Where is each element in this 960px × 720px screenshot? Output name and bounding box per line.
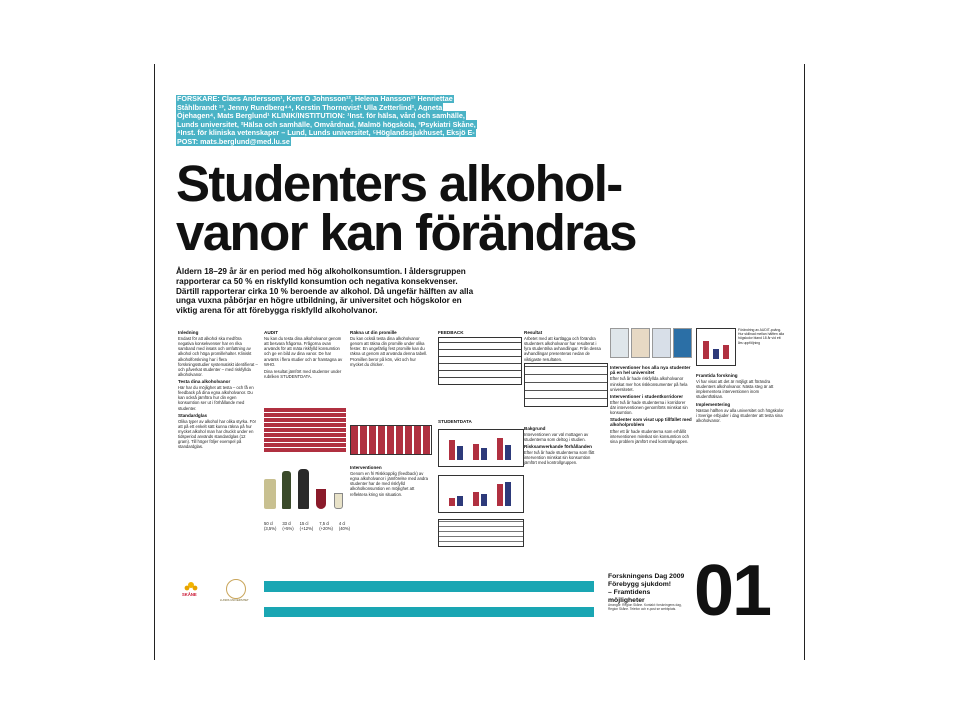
university-logo-text: LUNDS UNIVERSITET bbox=[220, 599, 249, 602]
c6-p0: Efter två år hade riskfyllda alkoholvanor minskat mer hos riskkonsumenter på hela universitetet. bbox=[610, 376, 688, 392]
authors-text: FORSKARE: Claes Andersson¹, Kent O Johnsson¹², Helena Hansson¹³ Henriettae Ståhlbrandt ¹³, Jenny Rundberg⁴⁴, Kerstin Thornqvist¹ Ulla Zetterlind², Agneta Öjehagen⁴, Mats Berglund¹ KLINIK/INSTITUTION: ¹Inst. för hälsa, vård och samhälle, Lunds universitet, ²Hälsa och samhälle, Omvårdnad, Malmö högskola, ³Psykiatri Skåne, ⁴Inst. för kliniska vetenskaper – Lund, Lunds universitet, ⁵Höglandssjukhuset, Eksjö E-POST: mats.berglund@med.lu.se bbox=[177, 95, 476, 146]
event-title-block bbox=[608, 573, 688, 605]
thesis-covers bbox=[610, 328, 692, 358]
c1-h1: Testa dina alkoholvanor bbox=[178, 378, 231, 384]
left-border-line bbox=[154, 64, 155, 660]
c5-p0: Arbetet med att kartlägga och förändra studenters alkoholvanor har resulterat i fyra studentrika avhandlingar. Från dessa avhandlingar presenteras nedan de viktigaste resultaten. bbox=[524, 336, 601, 362]
c7-p0: Vi har visat att det är möjligt att förändra studenters alkoholvanor. Nästa steg är att implementera interventionen inom studenthälsan. bbox=[696, 379, 774, 400]
c3-h0: Räkna ut din promille bbox=[350, 330, 397, 335]
c7-h0: Framtida forskning bbox=[696, 373, 738, 378]
poster-title bbox=[176, 155, 736, 261]
chart-caption: Förändring av AUDIT-poäng. Hur skillnad mellan hälften alla högskolor bland 18 år vid ett års uppföljning bbox=[738, 328, 784, 345]
c1-p2: Olika typer av alkohol har olika styrka. För att på ett enkelt sätt kunna räkna på hur mycket alkohol man har druckit under en tidsperiod används standardglas (12 gram). Till höger följer exempel på standardglas. bbox=[178, 418, 256, 450]
lead-paragraph: Åldern 18–29 år är en period med hög alkoholkonsumtion. I åldersgruppen rapporterar ca 50 % en riskfylld konsumtion och negativa konsekvenser. Därtill rapporterar cirka 10 % beroende av alkohol. Då ungefär hälften av alla unga vuxna påbörjar en högre utbildning, är universitet och högskolor en viktig arena för att förebygga riskfylld alkoholvanor. bbox=[176, 267, 474, 316]
c6-p2: Efter ett år hade studenterna som erhållit interventionen minskat sin konsumtion och sina problem jämfört med kontrollgruppen. bbox=[610, 428, 689, 444]
region-logo-text: SKÅNE bbox=[182, 592, 197, 597]
c5-p2: Efter två år hade studenterna som fått intervention minskat sin konsumtion jämfört med kontrollgruppen. bbox=[524, 450, 595, 466]
studentdata-chart-2 bbox=[438, 475, 524, 513]
c3-h1: Interventionen bbox=[350, 465, 382, 470]
event-contact-text: Arrangör: Region Skåne. Kontakt: forskningens dag, Region Skåne. Telefon och e-post se webbplats. bbox=[608, 603, 682, 611]
feedback-heading: FEEDBACK bbox=[438, 330, 464, 335]
column-6 bbox=[610, 363, 692, 553]
c1-h2: Standardglas bbox=[178, 412, 208, 418]
drink-label-0: 50 cl (3,5%) bbox=[264, 521, 277, 532]
drink-label-2: 15 cl (+12%) bbox=[299, 521, 314, 532]
c6-h0: Interventioner hos alla nya studenter på en hel universitet bbox=[610, 365, 691, 376]
region-skane-logo bbox=[182, 579, 200, 597]
studentdata-chart-1 bbox=[438, 429, 524, 467]
wine-bottle-icon bbox=[298, 469, 309, 509]
right-border-line bbox=[804, 64, 805, 660]
event-name: Forskningens Dag 2009 bbox=[608, 573, 685, 580]
c2-p1: Dina resultat jämfört med studenter under rubriken STUDENTDATA. bbox=[264, 368, 342, 379]
studentdata-table bbox=[438, 519, 524, 547]
research-poster bbox=[176, 95, 784, 630]
title-line-2: vanor kan förändras bbox=[176, 204, 636, 261]
c1-p1: Här har du möjlighet att testa – och få en feedback på dina egna alkoholvanor. Du kan också jämföra hur din egen konsumtion ser ut i förhållande med studenter. bbox=[178, 385, 254, 411]
poster-number: 01 bbox=[694, 551, 771, 630]
c5-p1: Interventionen var väl mottagen av studenterna som deltog i studien. bbox=[524, 431, 589, 442]
column-3b bbox=[350, 463, 430, 543]
teal-band-bottom bbox=[264, 607, 594, 617]
c3-p0: Du kan också testa dina alkoholvanor genom att räkna din promille under olika fester. En ungefärlig fest promille kan du räkna ut genom att använda denna tabell. Promillen beror på kön, vikt och hur mycket du dricker. bbox=[350, 336, 428, 367]
c1-h0: Inledning bbox=[178, 330, 199, 335]
drink-label-4: 4 cl (40%) bbox=[338, 521, 350, 532]
drink-labels bbox=[264, 521, 350, 533]
c5-h1: Bakgrund bbox=[524, 425, 546, 431]
audit-change-chart bbox=[696, 328, 736, 366]
audit-table bbox=[264, 407, 346, 453]
title-line-1: Studenters alkohol- bbox=[176, 155, 622, 212]
results-table bbox=[524, 363, 608, 407]
c6-h2: Studenter som visat upp tillfället med alkoholproblem bbox=[610, 417, 692, 428]
c3-p1: Genom en fri Riskkopplig (feedback) av egna alkoholvanor i jämförelse med andra studenter har de med riskfylld alkoholkonsumtion en möjlighet att reflektera kring sin situation. bbox=[350, 471, 428, 497]
column-1 bbox=[178, 328, 258, 578]
studentdata-heading: STUDENTDATA bbox=[438, 419, 472, 424]
authors-block bbox=[176, 95, 476, 147]
column-5 bbox=[524, 328, 604, 548]
c6-h1: Interventioner i studentkorridorer bbox=[610, 393, 684, 399]
standard-drinks-illustration bbox=[262, 467, 348, 519]
c5-h2: Risksamverkande förhållanden bbox=[524, 444, 592, 450]
c5-h0: Resultat bbox=[524, 330, 543, 335]
c7-h1: Implementering bbox=[696, 401, 731, 407]
spirits-glass-icon bbox=[334, 493, 343, 509]
c2-h0: AUDIT bbox=[264, 330, 279, 335]
teal-band-top bbox=[264, 581, 594, 592]
beer-can-icon bbox=[264, 479, 276, 509]
c1-p0: Endast för att alkohol ska medföra negativa konsekvenser har en rika samband med insats och omfattning av alkohol och höga promillehalter. Kliniskt alkoholforskning har i flera forskningsstudier systematiskt identifierat – och påverkat studenter – med riskfyllda alkoholvanor. bbox=[178, 336, 258, 377]
column-3 bbox=[350, 328, 430, 418]
lund-university-seal bbox=[226, 579, 246, 599]
event-sub-2: – Framtidens möjligheter bbox=[608, 589, 651, 604]
event-sub-1: Förebygg sjukdom! bbox=[608, 581, 672, 588]
c2-p0: Nu kan du testa dina alkoholvanor genom att besvara frågorna. Frågorna ovan används för att mäta riskfylld konsumtion och ge en bild av dina vanor. De har använts i flera studier och är framtagna av WHO. bbox=[264, 336, 343, 367]
drink-label-3: 7,5 cl (+20%) bbox=[319, 521, 333, 532]
c7-p1: Nästan hälften av alla universitet och högskolor i Sverige erbjuder i dag studenter att testa sina alkoholvanor. bbox=[696, 407, 784, 423]
wine-glass-icon bbox=[316, 489, 326, 509]
column-2 bbox=[264, 328, 344, 408]
c6-p1: Efter två år hade studenterna i korridorer där interventionen genomförts minskat sin konsumtion. bbox=[610, 399, 688, 416]
column-7 bbox=[696, 371, 784, 511]
beer-bottle-icon bbox=[282, 471, 291, 509]
feedback-table bbox=[438, 337, 522, 385]
promille-table bbox=[350, 425, 432, 455]
drink-label-1: 33 cl (+5%) bbox=[282, 521, 294, 532]
